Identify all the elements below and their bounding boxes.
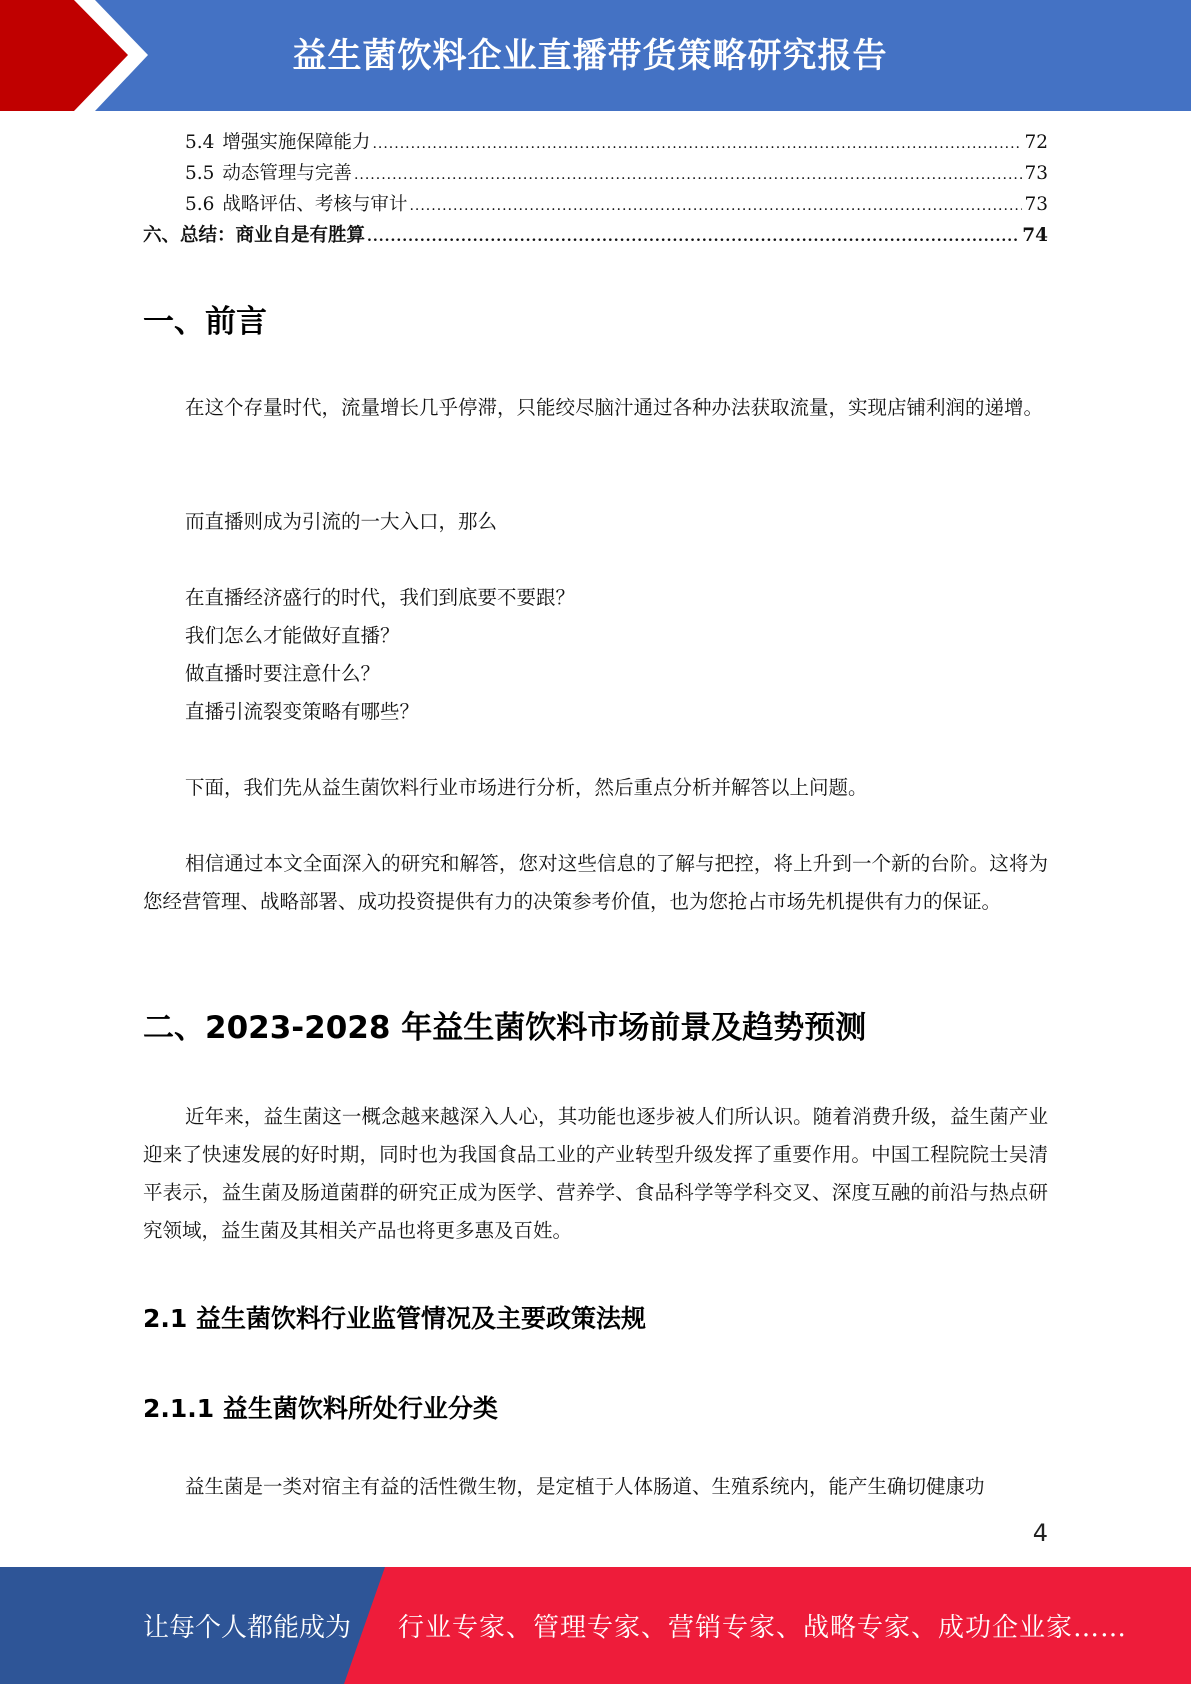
paragraph: [143, 845, 1048, 921]
paragraph: [143, 389, 1048, 427]
paragraph: [143, 1098, 1048, 1250]
paragraph: [143, 769, 1048, 807]
paragraph-text: 在这个存量时代，流量增长几乎停滞，只能绞尽脑汁通过各种办法获取流量，实现店铺利润的递增。: [185, 396, 1044, 419]
section-heading: 一、前言: [143, 304, 267, 340]
toc-entry-label: 动态管理与完善: [222, 163, 352, 184]
question-item: 我们怎么才能做好直播？: [185, 624, 400, 647]
toc-entry-label: 六、总结：商业自是有胜算: [143, 225, 366, 246]
toc-entry-label: 增强实施保障能力: [222, 132, 371, 153]
footer-slogan-right: 行业专家、管理专家、营销专家、战略专家、成功企业家……: [398, 1613, 1128, 1643]
paragraph-text: 相信通过本文全面深入的研究和解答，您对这些信息的了解与把控，将上升到一个新的台阶。这将为您经营管理、战略部署、成功投资提供有力的决策参考价值，也为您抢占市场先机提供有力的保证。: [143, 852, 1048, 913]
section-heading: 二、2023-2028 年益生菌饮料市场前景及趋势预测: [143, 1010, 867, 1046]
page-number: 4: [1032, 1519, 1048, 1547]
toc-leader-dots: [372, 136, 1022, 152]
paragraph-text: 近年来，益生菌这一概念越来越深入人心，其功能也逐步被人们所认识。随着消费升级，益生菌产业迎来了快速发展的好时期，同时也为我国食品工业的产业转型升级发挥了重要作用。中国工程院院士吴清平表示，益生菌及肠道菌群的研究正成为医学、营养学、食品科学等学科交叉、深度互融的前沿与热点研究领域，益生菌及其相关产品也将更多惠及百姓。: [143, 1105, 1048, 1242]
toc-entry-number: 5.5: [185, 163, 215, 184]
footer-slogan-left: 让每个人都能成为: [143, 1613, 352, 1643]
question-item: 直播引流裂变策略有哪些？: [185, 700, 420, 723]
paragraph-text: 益生菌是一类对宿主有益的活性微生物，是定植于人体肠道、生殖系统内，能产生确切健康功: [185, 1475, 985, 1498]
toc-leader-dots: [354, 167, 1023, 183]
toc-leader-dots: [367, 229, 1020, 245]
subsection-heading: 2.1.1 益生菌饮料所处行业分类: [143, 1394, 498, 1423]
question-item: 在直播经济盛行的时代，我们到底要不要跟？: [185, 586, 576, 609]
header-banner: [0, 0, 1191, 111]
toc-entry-label: 战略评估、考核与审计: [222, 194, 408, 215]
toc-entry[interactable]: [143, 128, 1048, 159]
toc-entry-page: 74: [1022, 225, 1048, 246]
paragraph: [143, 1468, 1048, 1506]
toc-entry[interactable]: [143, 159, 1048, 190]
toc-entry[interactable]: [143, 221, 1048, 252]
toc-leader-dots: [409, 198, 1022, 214]
toc-entry-number: 5.4: [185, 132, 215, 153]
footer-banner: [0, 1567, 1191, 1684]
paragraph-text: 而直播则成为引流的一大入口，那么: [185, 510, 498, 533]
table-of-contents: [143, 128, 1048, 252]
toc-entry[interactable]: [143, 190, 1048, 221]
question-list: [143, 579, 1048, 731]
question-item: 做直播时要注意什么？: [185, 662, 381, 685]
subsection-heading: 2.1 益生菌饮料行业监管情况及主要政策法规: [143, 1304, 646, 1333]
document-title: 益生菌饮料企业直播带货策略研究报告: [292, 35, 888, 76]
toc-entry-number: 5.6: [185, 194, 215, 215]
toc-entry-page: 73: [1024, 194, 1048, 215]
toc-entry-page: 73: [1024, 163, 1048, 184]
paragraph-text: 下面，我们先从益生菌饮料行业市场进行分析，然后重点分析并解答以上问题。: [185, 776, 868, 799]
toc-entry-page: 72: [1024, 132, 1048, 153]
paragraph: [143, 503, 1048, 541]
